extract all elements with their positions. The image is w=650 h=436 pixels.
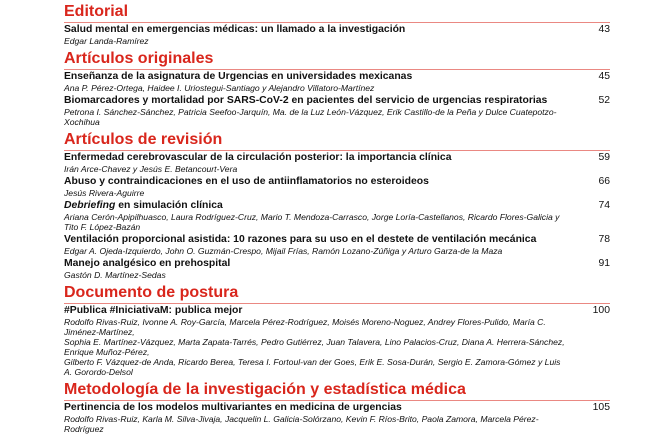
toc-section: [64, 49, 610, 127]
entry-title: [64, 200, 566, 212]
toc-entry[interactable]: [64, 402, 610, 434]
section-divider: [64, 69, 610, 70]
section-title: Metodología de la investigación y estadística médica: [64, 381, 466, 398]
entry-title-text: Enseñanza de la asignatura de Urgencias en universidades mexicanas: [64, 71, 413, 82]
entry-authors: Irán Arce-Chavez y Jesús E. Betancourt-Vera: [64, 164, 238, 174]
toc-entry[interactable]: [64, 71, 610, 93]
toc-entry[interactable]: [64, 95, 610, 127]
page-number: 105: [592, 402, 610, 413]
entry-title-text: Ventilación proporcional asistida: 10 razones para su uso en el destete de ventilación mecánica: [64, 234, 537, 245]
toc-entry[interactable]: [64, 200, 610, 232]
toc-entry[interactable]: [64, 258, 610, 280]
entry-authors: Rodolfo Rivas-Ruiz, Karla M. Silva-Jivaja, Jacquelin L. Galicia-Solórzano, Kevin F. Ríos-Brito, Paola Zamora, Marcela Pérez-Rodríguez: [64, 414, 539, 434]
page-number: 78: [598, 234, 610, 245]
page-number: 45: [598, 71, 610, 82]
toc-section: [64, 130, 610, 280]
entry-title: [64, 152, 566, 164]
toc-entry[interactable]: [64, 305, 610, 377]
section-divider: [64, 22, 610, 23]
table-of-contents: [64, 2, 610, 436]
section-title: Artículos originales: [64, 50, 214, 67]
toc-entry[interactable]: [64, 234, 610, 256]
entry-title-text: Enfermedad cerebrovascular de la circulación posterior: la importancia clínica: [64, 152, 452, 163]
entry-title: [64, 258, 566, 270]
toc-section: [64, 380, 610, 434]
section-divider: [64, 400, 610, 401]
section-divider: [64, 150, 610, 151]
toc-section: [64, 283, 610, 377]
entry-title-italic: Debriefing: [64, 200, 116, 211]
entry-title: [64, 234, 566, 246]
entry-title-text: #Publica #IniciativaM: publica mejor: [64, 305, 243, 316]
page-number: 43: [598, 24, 610, 35]
entry-authors: Ana P. Pérez-Ortega, Haidee I. Uriostegui-Santiago y Alejandro Villatoro-Martínez: [64, 83, 375, 93]
entry-title-text: Salud mental en emergencias médicas: un llamado a la investigación: [64, 24, 406, 35]
entry-authors: Jesús Rivera-Aguirre: [64, 188, 145, 198]
page-number: 91: [598, 258, 610, 269]
entry-title-text: Abuso y contraindicaciones en el uso de antiinflamatorios no esteroideos: [64, 176, 429, 187]
section-divider: [64, 303, 610, 304]
entry-title: [64, 24, 566, 36]
section-title: Artículos de revisión: [64, 131, 223, 148]
entry-authors: Ariana Cerón-Apipilhuasco, Laura Rodríguez-Cruz, Mario T. Mendoza-Carrasco, Jorge Loría-Castellanos, Ricardo Flores-Galicia y Tito F. López-Bazán: [64, 212, 560, 232]
toc-entry[interactable]: [64, 176, 610, 198]
entry-title-text: en simulación clínica: [115, 200, 223, 211]
entry-title: [64, 95, 566, 107]
entry-title-text: Biomarcadores y mortalidad por SARS-CoV-2 en pacientes del servicio de urgencias respiratorias: [64, 95, 548, 106]
page-number: 52: [598, 95, 610, 106]
entry-title-text: Pertinencia de los modelos multivariantes en medicina de urgencias: [64, 402, 402, 413]
entry-title: [64, 176, 566, 188]
entry-authors: Gilberto F. Vázquez-de Anda, Ricardo Berea, Teresa I. Fortoul-van der Goes, Erik E. Sosa-Durán, Sergio E. Zamora-Gómez y Luis A. Gorordo-Delsol: [64, 357, 561, 377]
entry-authors: Rodolfo Rivas-Ruiz, Ivonne A. Roy-García, Marcela Pérez-Rodríguez, Moisés Moreno-Noguez, Andrey Flores-Pulido, María C. Jiménez-Martínez,: [64, 317, 546, 337]
section-title: Editorial: [64, 3, 129, 20]
toc-section: [64, 2, 610, 46]
entry-title-text: Manejo analgésico en prehospital: [64, 258, 231, 269]
page-number: 59: [598, 152, 610, 163]
entry-authors: Gastón D. Martínez-Sedas: [64, 270, 166, 280]
entry-authors: Sophia E. Martínez-Vázquez, Marta Zapata-Tarrés, Pedro Gutiérrez, Juan Talavera, Lino Palacios-Cruz, Diana A. Herrera-Sánchez, Enrique Muñoz-Pérez,: [64, 337, 565, 357]
entry-title: [64, 305, 566, 317]
entry-title: [64, 402, 566, 414]
toc-entry[interactable]: [64, 24, 610, 46]
entry-authors: Edgar A. Ojeda-Izquierdo, John O. Guzmán-Crespo, Mijail Frías, Ramón Lozano-Zúñiga y Arturo Garza-de la Maza: [64, 246, 503, 256]
entry-authors: Petrona I. Sánchez-Sánchez, Patricia Seefoo-Jarquín, Ma. de la Luz León-Vázquez, Erik Castillo-de la Peña y Dulce Cuatepotzo-Xochihua: [64, 107, 557, 127]
page-number: 100: [592, 305, 610, 316]
toc-entry[interactable]: [64, 152, 610, 174]
page-number: 74: [598, 200, 610, 211]
entry-authors: Edgar Landa-Ramírez: [64, 36, 149, 46]
section-title: Documento de postura: [64, 284, 239, 301]
entry-title: [64, 71, 566, 83]
page-number: 66: [598, 176, 610, 187]
